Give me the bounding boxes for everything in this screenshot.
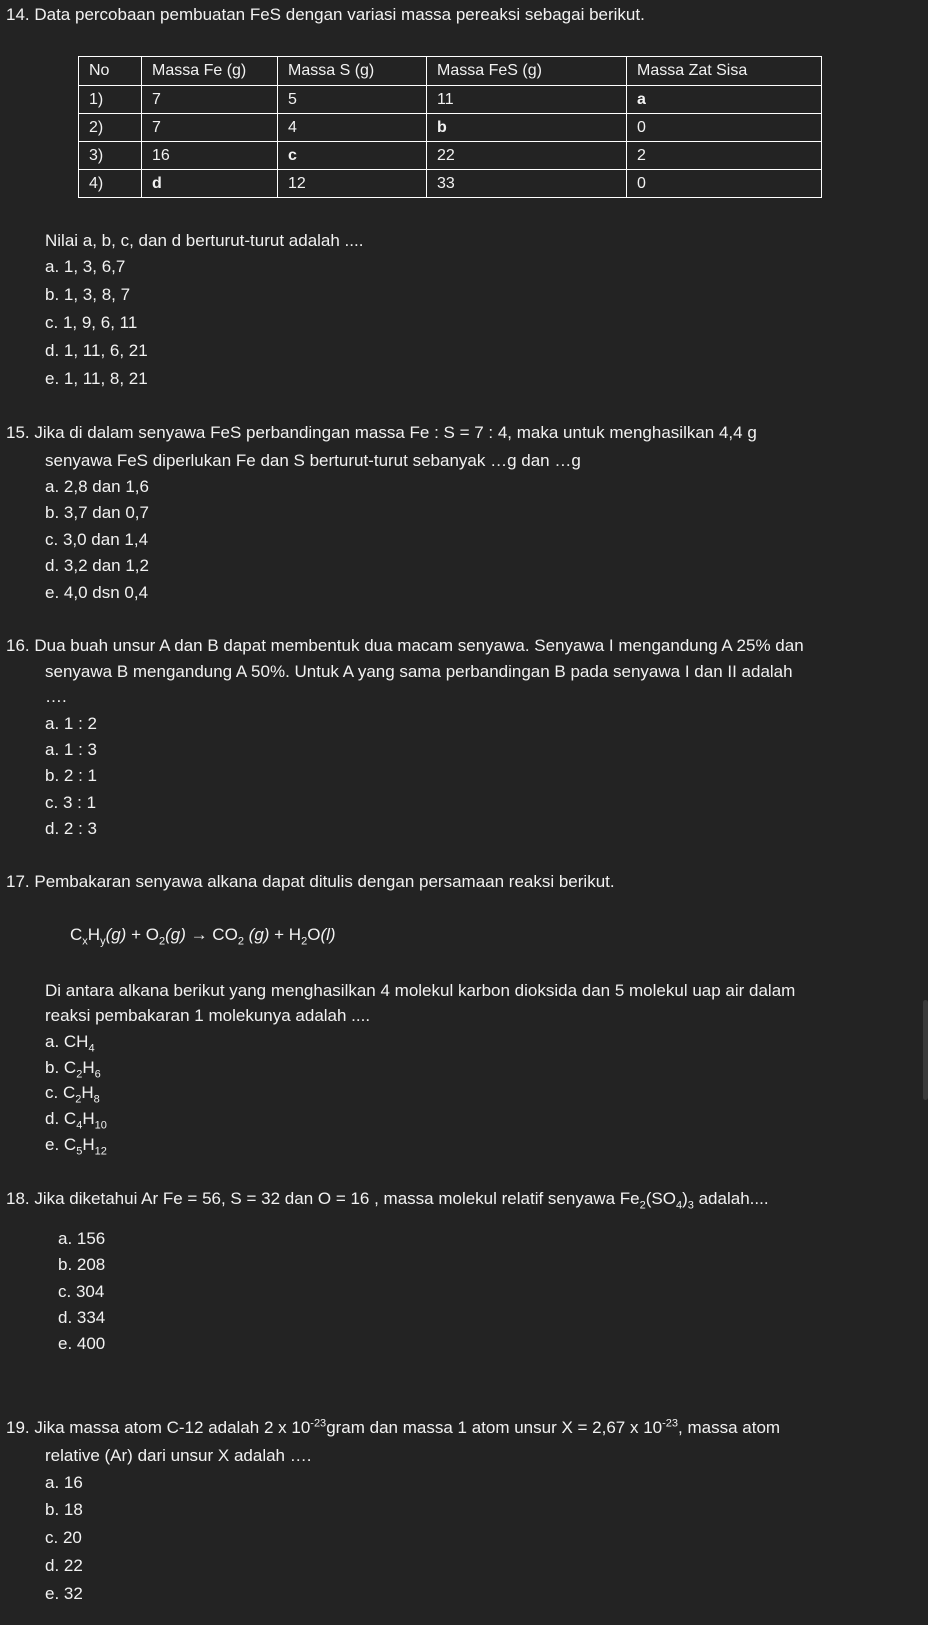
table-header: Massa FeS (g) [427,57,627,86]
question-18-text: 18. Jika diketahui Ar Fe = 56, S = 32 dan O = 16 , massa molekul relatif senyawa $Fe_2(SO_4)_3$ adalah.... [6,1189,769,1212]
question-17-text: reaksi pembakaran 1 molekunya adalah .... [45,1006,371,1025]
reaction-equation: $C_xH_y(g) + O_2(g) \to CO_2$ $(g) + H_2O(l)$ [70,925,336,948]
table-cell: 4) [79,170,142,198]
option: d. 1, 11, 6, 21 [45,341,148,360]
question-19-text: relative (Ar) dari unsur X adalah …. [45,1446,312,1465]
table-cell: 22 [427,142,627,170]
question-17-text: Di antara alkana berikut yang menghasilkan 4 molekul karbon dioksida dan 5 molekul uap air dalam [45,981,796,1000]
table-cell: b [427,114,627,142]
table-cell: 0 [627,170,822,198]
option: d. 334 [58,1308,106,1327]
table-cell: 2 [627,142,822,170]
option: d. 3,2 dan 1,2 [45,556,149,575]
question-15-text: 15. Jika di dalam senyawa FeS perbandingan massa Fe : S = 7 : 4, maka untuk menghasilkan 4,4 g [6,423,757,442]
option: c. 1, 9, 6, 11 [45,313,138,332]
table-cell: 11 [427,86,627,114]
question-15-text: senyawa FeS diperlukan Fe dan S berturut-turut sebanyak …g dan …g [45,451,581,470]
option: e. 1, 11, 8, 21 [45,369,148,388]
table-cell: 16 [142,142,278,170]
question-14-title: 14. Data percobaan pembuatan FeS dengan variasi massa pereaksi sebagai berikut. [6,5,645,24]
table-cell: 2) [79,114,142,142]
option: a. 2,8 dan 1,6 [45,477,149,496]
option: c. 3,0 dan 1,4 [45,530,149,549]
question-16-text: senyawa B mengandung A 50%. Untuk A yang sama perbandingan B pada senyawa I dan II adalah [45,662,793,681]
option: b. 1, 3, 8, 7 [45,285,131,304]
table-cell: 33 [427,170,627,198]
option: c. 20 [45,1528,82,1547]
table-header: Massa Fe (g) [142,57,278,86]
table-row [79,142,822,170]
option: b. 208 [58,1255,106,1274]
table-cell: 7 [142,86,278,114]
table-header: Massa S (g) [278,57,427,86]
table-cell: 4 [278,114,427,142]
table-header: Massa Zat Sisa [627,57,822,86]
table-header: No [79,57,142,86]
option: e. $C_5H_{12}$ [45,1135,107,1158]
table-cell: 0 [627,114,822,142]
option: e. 32 [45,1584,83,1603]
data-table [78,56,822,198]
question-16-text: …. [45,687,67,706]
option: c. 304 [58,1282,105,1301]
table-cell: 1) [79,86,142,114]
option: c. $C_2H_8$ [45,1083,100,1106]
table-cell: 7 [142,114,278,142]
option: a. $CH_4$ [45,1032,95,1055]
option: d. 2 : 3 [45,819,97,838]
table-cell: a [627,86,822,114]
option: d. 22 [45,1556,83,1575]
option: a. 1, 3, 6,7 [45,257,126,276]
table-cell: c [278,142,427,170]
option: e. 400 [58,1334,106,1353]
table-row [79,114,822,142]
table-cell: 3) [79,142,142,170]
table-row [79,86,822,114]
question-16-text: 16. Dua buah unsur A dan B dapat membentuk dua macam senyawa. Senyawa I mengandung A 25% dan [6,636,804,655]
table-header-row [79,57,822,86]
option: c. 3 : 1 [45,793,97,812]
table-row [79,170,822,198]
question-17-text: 17. Pembakaran senyawa alkana dapat ditulis dengan persamaan reaksi berikut. [6,872,615,891]
question-19-text: 19. Jika massa atom C-12 adalah 2 x $10^{-23}gram$ dan massa 1 atom unsur X = 2,67 x $10^{-23}$, massa atom [6,1417,781,1437]
question-14-prompt: Nilai a, b, c, dan d berturut-turut adalah .... [45,231,364,250]
scrollbar[interactable] [923,1000,928,1100]
option: b. $C_2H_6$ [45,1058,101,1081]
option: e. 4,0 dsn 0,4 [45,583,149,602]
option: b. 3,7 dan 0,7 [45,503,149,522]
table-cell: d [142,170,278,198]
option: a. 1 : 3 [45,740,97,759]
option: a. 1 : 2 [45,714,97,733]
option: a. 16 [45,1473,83,1492]
table-cell: 5 [278,86,427,114]
option: b. 18 [45,1500,83,1519]
option: d. $C_4H_{10}$ [45,1109,107,1132]
table-cell: 12 [278,170,427,198]
option: b. 2 : 1 [45,766,97,785]
option: a. 156 [58,1229,106,1248]
